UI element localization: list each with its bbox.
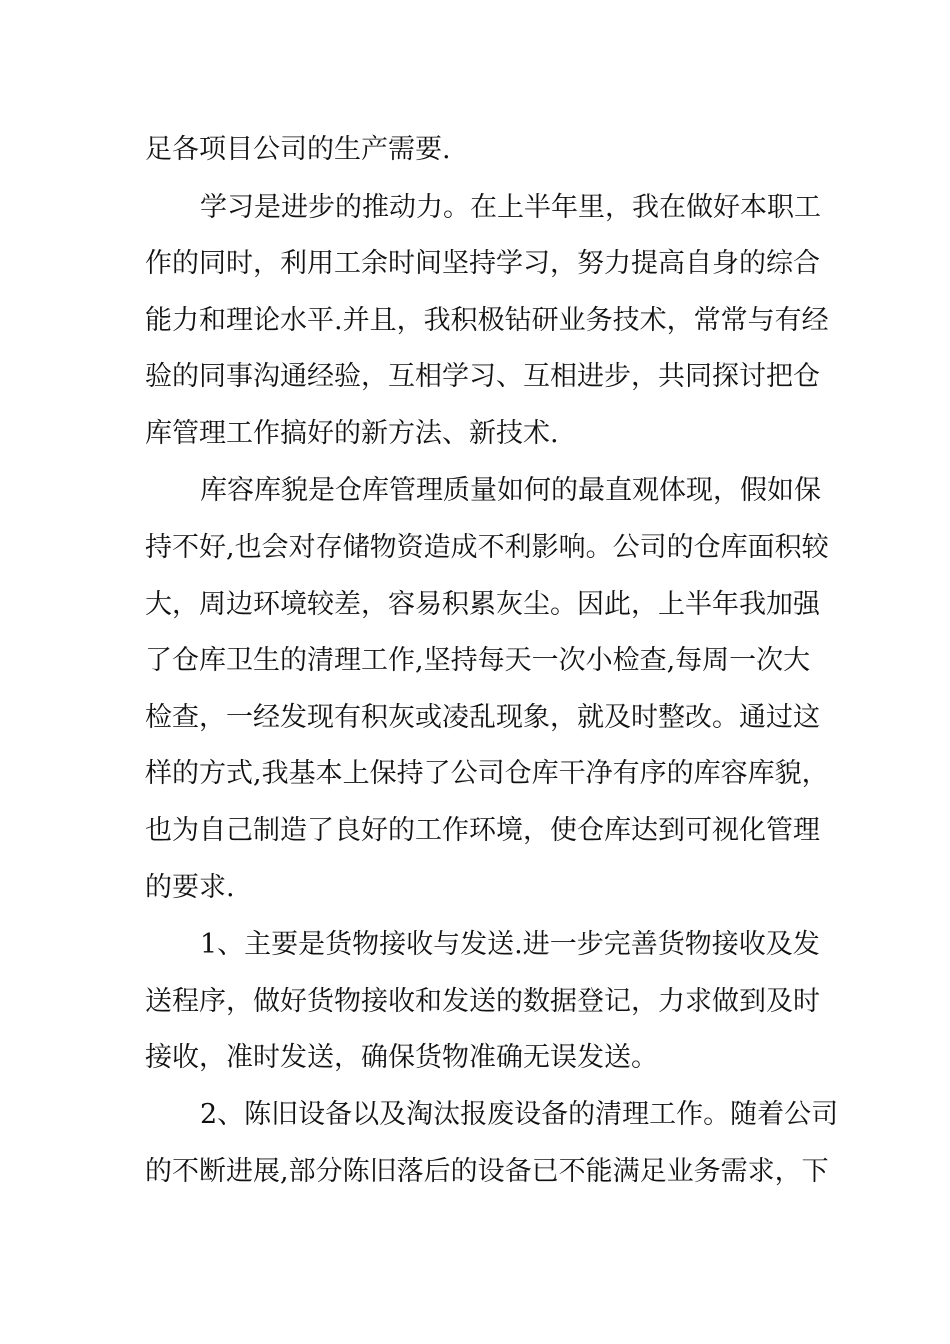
text-line: 库管理工作搞好的新方法、新技术. (145, 418, 559, 449)
paragraph-first-line: 1、主要是货物接收与发送.进一步完善货物接收及发 (200, 929, 820, 960)
paragraph-first-line: 学习是进步的推动力。在上半年里，我在做好本职工 (200, 192, 821, 223)
text-line: 检查，一经发现有积灰或凌乱现象，就及时整改。通过这 (145, 702, 820, 733)
text-line: 大，周边环境较差，容易积累灰尘。因此，上半年我加强 (145, 589, 820, 620)
text-line: 足各项目公司的生产需要. (145, 134, 451, 165)
text-line: 也为自己制造了良好的工作环境，使仓库达到可视化管理 (145, 815, 820, 846)
text-line: 接收，准时发送，确保货物准确无误发送。 (145, 1042, 658, 1073)
text-line: 的不断进展,部分陈旧落后的设备已不能满足业务需求，下 (145, 1156, 829, 1187)
text-line: 持不好,也会对存储物资造成不利影响。公司的仓库面积较 (145, 532, 829, 563)
text-line: 作的同时，利用工余时间坚持学习，努力提高自身的综合 (145, 248, 820, 279)
text-line: 送程序，做好货物接收和发送的数据登记，力求做到及时 (145, 986, 820, 1017)
text-line: 的要求. (145, 872, 235, 903)
paragraph-first-line: 库容库貌是仓库管理质量如何的最直观体现，假如保 (200, 475, 821, 506)
text-line: 验的同事沟通经验，互相学习、互相进步，共同探讨把仓 (145, 361, 820, 392)
text-line: 了仓库卫生的清理工作,坚持每天一次小检查,每周一次大 (145, 645, 811, 676)
paragraph-first-line: 2、陈旧设备以及淘汰报废设备的清理工作。随着公司 (200, 1099, 839, 1130)
text-line: 能力和理论水平.并且，我积极钻研业务技术，常常与有经 (145, 305, 829, 336)
text-line: 样的方式,我基本上保持了公司仓库干净有序的库容库貌， (145, 758, 829, 789)
